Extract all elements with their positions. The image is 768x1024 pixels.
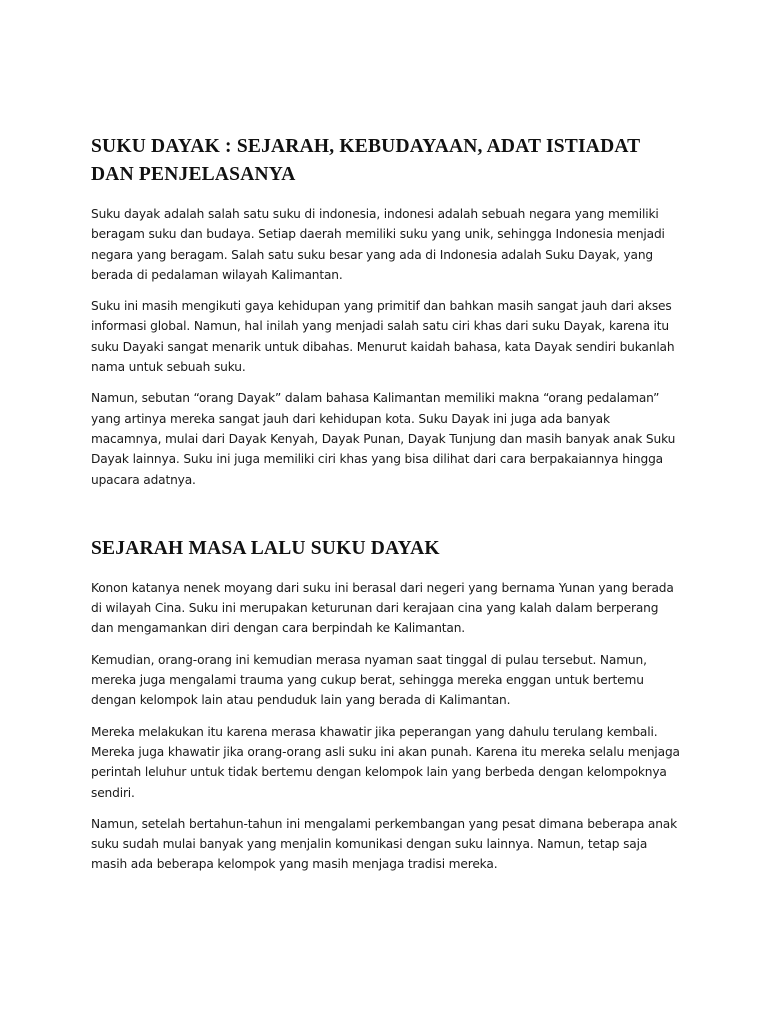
- document-body: [91, 133, 683, 886]
- article-title: SUKU DAYAK : SEJARAH, KEBUDAYAAN, ADAT ISTIADAT DAN PENJELASANYA: [91, 136, 641, 185]
- paragraph: Konon katanya nenek moyang dari suku ini berasal dari negeri yang bernama Yunan yang berada di wilayah Cina. Suku ini merupakan keturunan dari kerajaan cina yang kalah dalam berperang dan mengamankan diri dengan cara berpindah ke Kalimantan.: [91, 580, 674, 636]
- section-heading: SEJARAH MASA LALU SUKU DAYAK: [91, 537, 440, 559]
- paragraph: Mereka melakukan itu karena merasa khawatir jika peperangan yang dahulu terulang kembali. Mereka juga khawatir jika orang-orang asli suku ini akan punah. Karena itu mereka selalu menjaga perintah leluhur untuk tidak bertemu dengan kelompok lain yang berbeda dengan kelompoknya sendiri.: [91, 724, 680, 800]
- paragraph: Suku ini masih mengikuti gaya kehidupan yang primitif dan bahkan masih sangat jauh dari akses informasi global. Namun, hal inilah yang menjadi salah satu ciri khas dari suku Dayak, karena itu suku Dayaki sangat menarik untuk dibahas. Menurut kaidah bahasa, kata Dayak sendiri bukanlah nama untuk sebuah suku.: [91, 299, 675, 375]
- paragraph: Namun, setelah bertahun-tahun ini mengalami perkembangan yang pesat dimana beberapa anak suku sudah mulai banyak yang menjalin komunikasi dengan suku lainnya. Namun, tetap saja masih ada beberapa kelompok yang masih menjaga tradisi mereka.: [91, 816, 678, 872]
- paragraph: Suku dayak adalah salah satu suku di indonesia, indonesi adalah sebuah negara yang memiliki beragam suku dan budaya. Setiap daerah memiliki suku yang unik, sehingga Indonesia menjadi negara yang beragam. Salah satu suku besar yang ada di Indonesia adalah Suku Dayak, yang berada di pedalaman wilayah Kalimantan.: [91, 207, 665, 282]
- paragraph: Namun, sebutan “orang Dayak” dalam bahasa Kalimantan memiliki makna “orang pedalaman” yang artinya mereka sangat jauh dari kehidupan kota. Suku Dayak ini juga ada banyak macamnya, mulai dari Dayak Kenyah, Dayak Punan, Dayak Tunjung dan masih banyak anak Suku Dayak lainnya. Suku ini juga memiliki ciri khas yang bisa dilihat dari cara berpakaiannya hingga upacara adatnya.: [91, 391, 676, 487]
- paragraph: Kemudian, orang-orang ini kemudian merasa nyaman saat tinggal di pulau tersebut. Namun, mereka juga mengalami trauma yang cukup berat, sehingga mereka enggan untuk bertemu dengan kelompok lain atau penduduk lain yang berada di Kalimantan.: [91, 652, 647, 708]
